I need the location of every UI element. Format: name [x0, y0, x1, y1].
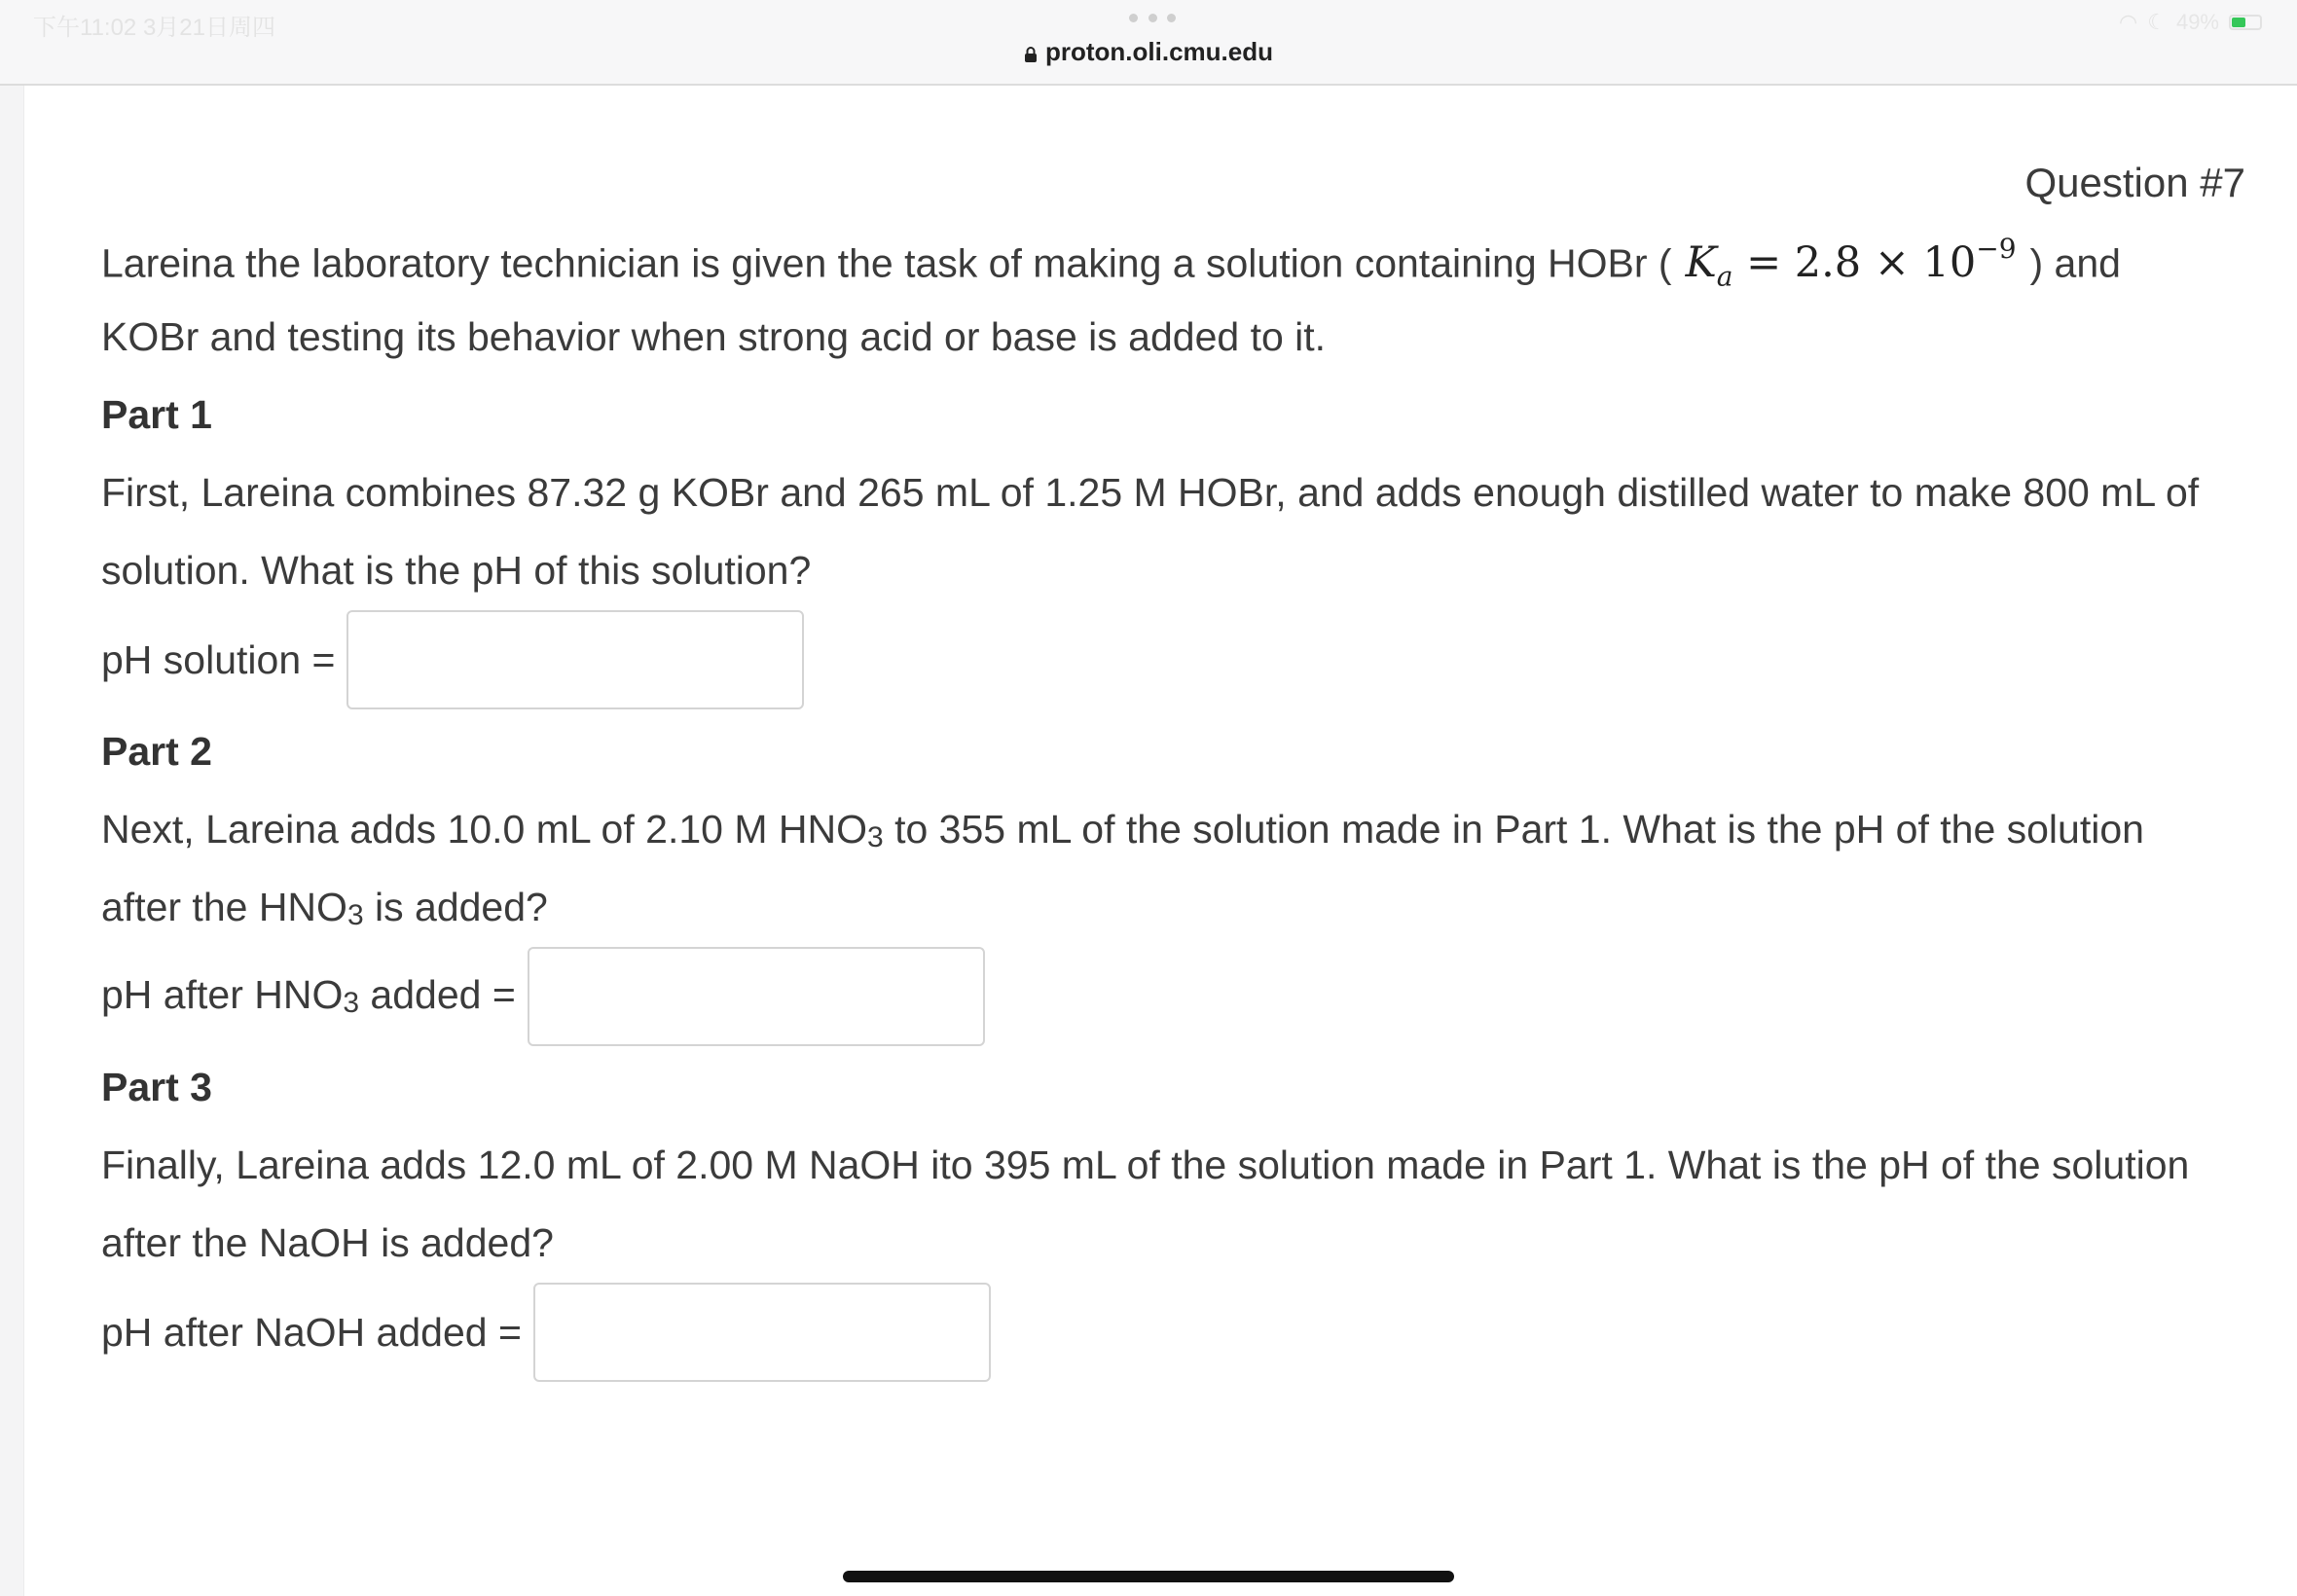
url-text: proton.oli.cmu.edu	[1045, 37, 1273, 66]
intro-text-after: ) and	[2029, 240, 2121, 286]
browser-top-bar	[0, 0, 2297, 86]
ka-expression	[1685, 233, 2017, 293]
ka-symbol: K	[1685, 238, 1717, 288]
part1-title: Part 1	[101, 392, 212, 437]
part3-title: Part 3	[101, 1065, 212, 1109]
ka-value: 2.8 × 10	[1794, 238, 1977, 288]
part2-label-b: added =	[359, 971, 516, 1017]
question-number: Question #7	[2024, 160, 2245, 205]
lock-icon	[1024, 46, 1038, 63]
multitasking-dots[interactable]	[1129, 14, 1176, 23]
part3-text-line2: after the NaOH is added?	[101, 1220, 554, 1265]
ka-subscript: a	[1716, 260, 1733, 293]
part2-line2-b: is added?	[363, 885, 548, 929]
ka-equals: =	[1746, 238, 1782, 288]
moon-icon: ☾	[2147, 10, 2167, 34]
part3-answer-label: pH after NaOH added =	[101, 1310, 522, 1355]
part3-text-line1: Finally, Lareina adds 12.0 mL of 2.00 M NaOH ito 395 mL of the solution made in Part 1. What is the pH of the solution	[101, 1143, 2190, 1187]
battery-icon	[2229, 15, 2262, 30]
battery-percent: 49%	[2175, 10, 2219, 34]
part1-answer-row	[101, 609, 804, 710]
part2-line2-sub: 3	[346, 899, 364, 931]
wifi-icon: ◠	[2119, 10, 2138, 34]
part2-line1-sub: 3	[867, 821, 884, 853]
part2-answer-row	[101, 946, 985, 1047]
left-gutter	[0, 86, 24, 1596]
part2-text-line1	[101, 790, 2248, 873]
status-icons	[2119, 10, 2262, 35]
part2-text-line2	[101, 868, 2248, 951]
part1-text-line1: First, Lareina combines 87.32 g KOBr and 265 mL of 1.25 M HOBr, and adds enough distilled water to make 800 mL of	[101, 470, 2200, 515]
part1-text-line2: solution. What is the pH of this solution?	[101, 548, 812, 593]
question-intro-line2: KOBr and testing its behavior when strong acid or base is added to it.	[101, 314, 1327, 359]
part2-answer-label	[101, 956, 516, 1038]
home-indicator[interactable]	[843, 1571, 1454, 1582]
part2-answer-input[interactable]	[528, 947, 985, 1046]
intro-text-before: Lareina the laboratory technician is given the task of making a solution containing HOBr (	[101, 240, 1672, 286]
part2-line1-b: to 355 mL of the solution made in Part 1. What is the pH of the solution	[883, 807, 2144, 852]
part3-answer-row	[101, 1282, 991, 1383]
part3-answer-input[interactable]	[533, 1283, 991, 1382]
part1-answer-input[interactable]	[346, 610, 804, 709]
part2-line2-a: after the HNO	[101, 885, 347, 929]
part2-label-sub: 3	[343, 986, 360, 1019]
status-time: 下午11:02 3月21日周四	[33, 15, 275, 41]
address-bar[interactable]	[0, 37, 2297, 67]
part2-line1-a: Next, Lareina adds 10.0 mL of 2.10 M HNO	[101, 807, 867, 852]
ka-exponent: −9	[1976, 233, 2017, 265]
part2-title: Part 2	[101, 729, 212, 774]
part2-label-a: pH after HNO	[101, 971, 344, 1017]
part1-answer-label: pH solution =	[101, 637, 336, 682]
